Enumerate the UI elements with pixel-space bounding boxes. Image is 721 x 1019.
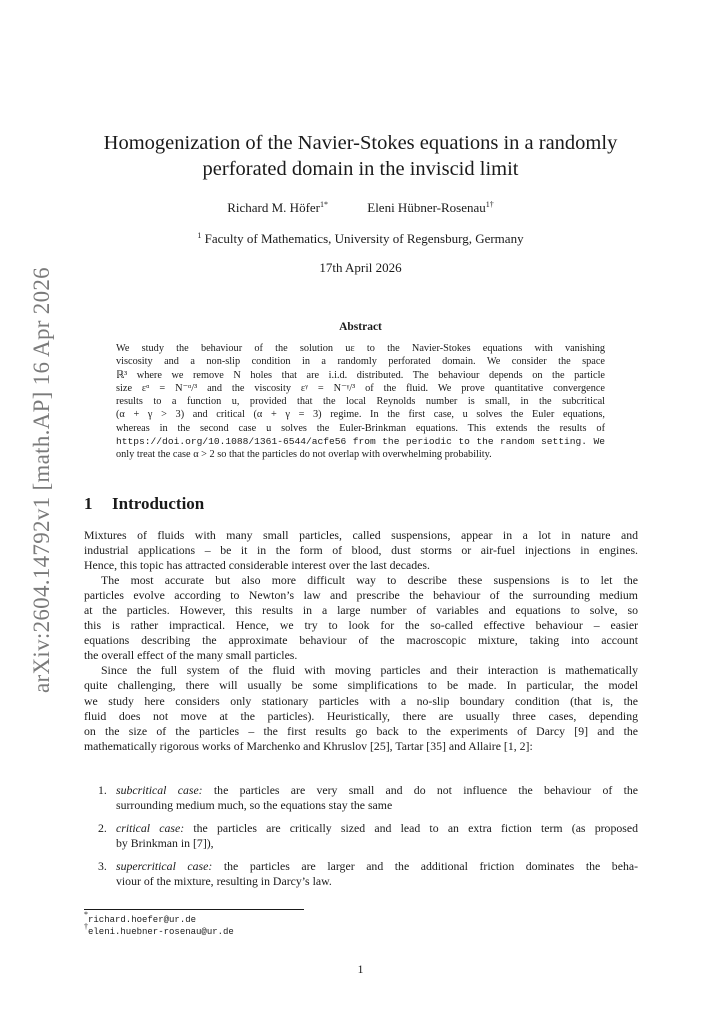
body-line: on the size of the particles – the first results go back to the experiments of Darcy [9] and the: [84, 723, 638, 738]
author-list: [0, 200, 721, 216]
author-name: Richard M. Höfer: [227, 200, 320, 215]
body-text: [84, 528, 638, 754]
body-line: particles evolve according to Newton’s law and prescribe the behaviour of the surrounding medium: [84, 588, 638, 603]
abstract-line: ℝ³ where we remove N holes that are i.i.d. distributed. The behaviour depends on the particle: [116, 369, 605, 381]
list-text: by Brinkman in [7]),: [116, 836, 214, 850]
list-text: viour of the mixture, resulting in Darcy’s law.: [116, 874, 332, 888]
abstract-line: results to a function u, provided that the local Reynolds number is small, in the subcritical: [116, 396, 605, 408]
list-item: [98, 821, 638, 851]
footnote-rule: [84, 909, 304, 910]
list-number: 1.: [98, 783, 107, 797]
case-list: [98, 783, 638, 897]
list-number: 2.: [98, 821, 107, 835]
author-name: Eleni Hübner-Rosenau: [367, 200, 486, 215]
list-text: the particles are very small and do not influence the behaviour of the: [202, 783, 638, 797]
body-line: equations describing the approximate behaviour of the macroscopic mixture, taking into account: [84, 633, 638, 648]
footnote-email: eleni.huebner-rosenau@ur.de: [88, 927, 234, 937]
abstract-line: We study the behaviour of the solution uε to the Navier-Stokes equations with vanishing: [116, 343, 605, 354]
abstract-body: [116, 342, 605, 462]
body-line: Hence, this topic has attracted considerable interest over the last decades.: [84, 558, 430, 573]
abstract-line: size εᵅ = N⁻ᵅ/³ and the viscosity εᵞ = N⁻ᵞ/³ of the fluid. We prove quantitative convergence: [116, 382, 605, 394]
page-number: 1: [357, 962, 364, 976]
list-item: [98, 783, 638, 813]
list-number: 3.: [98, 859, 107, 873]
body-line: mathematically rigorous works of Marchenko and Khruslov [25], Tartar [35] and Allaire [1, 2]:: [84, 738, 533, 753]
footnote-email: richard.hoefer@ur.de: [88, 915, 197, 925]
list-term: critical case:: [116, 821, 185, 835]
section-title: Introduction: [112, 494, 205, 513]
abstract-line: only treat the case α > 2 so that the particles do not overlap with overwhelming probability.: [116, 449, 492, 461]
arxiv-side-stamp: arXiv:2604.14792v1 [math.AP] 16 Apr 2026: [29, 267, 54, 693]
section-heading: [84, 494, 204, 514]
footnotes: [84, 910, 234, 938]
paper-date: 17th April 2026: [319, 260, 402, 275]
body-line: fluid does not move at the particles). Heuristically, there are usually three cases, depending: [84, 708, 638, 723]
abstract-line: (α + γ > 3) and critical (α + γ = 3) regime. In the first case, u solves the Euler equations,: [116, 409, 605, 421]
body-line: this is rather impractical. Hence, we try to look for the so-called effective behaviour – easier: [84, 618, 638, 633]
abstract-line: whereas in the second case u solves the Euler-Brinkman equations. This extends the results of: [116, 422, 605, 434]
affiliation: [0, 231, 721, 247]
footnote: [84, 922, 234, 938]
list-text: the particles are larger and the additional friction dominates the beha-: [212, 859, 639, 873]
list-term: supercritical case:: [116, 859, 213, 873]
section-number: 1: [84, 494, 93, 513]
footnote-marker: †: [84, 922, 88, 931]
author-marker: 1*: [320, 200, 328, 209]
body-line: at the particles. However, this results in a large number of variables and equations to solve, so: [84, 603, 638, 618]
affiliation-text: Faculty of Mathematics, University of Regensburg, Germany: [204, 231, 524, 246]
body-line: Since the full system of the fluid with moving particles and their interaction is mathematically: [101, 663, 638, 678]
footnote-marker: *: [84, 910, 88, 919]
author: [227, 200, 328, 216]
title-line: perforated domain in the inviscid limit: [202, 158, 519, 180]
body-line: The most accurate but also more difficult way to describe these suspensions is to let the: [101, 573, 638, 588]
affiliation-marker: 1: [197, 231, 202, 240]
author: [367, 200, 494, 216]
body-line: we study here considers only stationary particles with a no-slip boundary condition (that is, the: [84, 693, 638, 708]
list-term: subcritical case:: [116, 783, 203, 797]
list-text: surrounding medium much, so the equations stay the same: [116, 798, 393, 812]
abstract-line-doi: https://doi.org/10.1088/1361-6544/acfe56 from the periodic to the random setting. We: [116, 436, 605, 448]
footnote: [84, 910, 234, 926]
title-line: Homogenization of the Navier-Stokes equations in a randomly: [103, 132, 618, 154]
paper-title: [0, 130, 721, 182]
abstract-line: viscosity and a non-slip condition in a randomly perforated domain. We consider the space: [116, 356, 605, 368]
body-line: Mixtures of fluids with many small particles, called suspensions, appear in a lot in nature and: [84, 528, 638, 542]
list-item: [98, 859, 638, 889]
author-marker: 1†: [485, 200, 494, 209]
body-line: industrial applications – be it in the form of blood, dust storms or air-fuel injections in engines.: [84, 543, 638, 558]
list-text: the particles are critically sized and lead to an extra fiction term (as proposed: [184, 821, 638, 835]
body-line: quite challenging, there will usually be some simplifications to be made. In particular, the model: [84, 678, 638, 693]
abstract-heading: Abstract: [339, 321, 382, 333]
body-line: the overall effect of the many small particles.: [84, 648, 298, 663]
